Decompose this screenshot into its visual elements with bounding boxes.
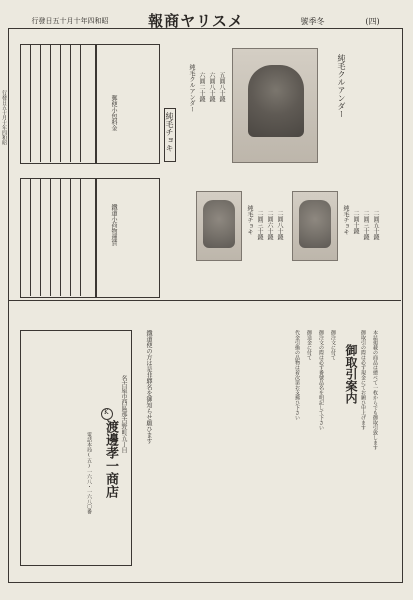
vest-image-frame-1 bbox=[196, 191, 242, 261]
vest-image-2 bbox=[299, 200, 331, 248]
product-1-price-2: 六圓八十錢 bbox=[208, 72, 215, 102]
left-table-4 bbox=[96, 178, 160, 298]
sweater-image-frame bbox=[232, 48, 318, 163]
notice-line-1: 本誌掲載の商品は總べて一枚からでも御取引致します bbox=[372, 330, 378, 450]
product-3-price-2: 二圓六十錢 bbox=[266, 210, 273, 240]
vest-label: 純毛チョキ bbox=[165, 112, 174, 152]
product-1-price-3: 五圓八十錢 bbox=[218, 72, 225, 102]
notice-title: 御取引案内 bbox=[344, 344, 358, 404]
product-3-price-3: 二圓八十錢 bbox=[276, 210, 283, 240]
notice-line-2: 御取引の際は必ず現金にてお願ひ申上げます bbox=[360, 330, 366, 430]
product-1-price-1: 六圓二十錢 bbox=[198, 72, 205, 102]
sweater-image bbox=[248, 65, 304, 137]
notice-line-3: 御注文に付て bbox=[330, 330, 336, 360]
notice-line-4: 御注文の際は必ず番號品名を明記して下さい bbox=[318, 330, 324, 430]
left-margin-text: 行發日五十月十年四和昭 bbox=[1, 90, 7, 145]
railway-note: 鐵道小荷物運賃 bbox=[110, 204, 117, 246]
divider-mid bbox=[8, 300, 401, 301]
product-3-name: 純毛チョキ bbox=[246, 205, 253, 235]
postal-note: 郵便小包料金 bbox=[110, 95, 117, 131]
product-3-price-1: 二圓三十錢 bbox=[256, 210, 263, 240]
company-name: 渡邊孝一商店 bbox=[103, 420, 118, 498]
vest-image-frame-2 bbox=[292, 191, 338, 261]
header-date: 行發日五十月十年四和昭 bbox=[31, 17, 109, 25]
seal-text: K bbox=[104, 409, 109, 416]
product-4-price-1: 二圓十錢 bbox=[352, 210, 359, 234]
header-page-label: 號季冬 bbox=[300, 17, 325, 26]
product-4-price-2: 二圓三十錢 bbox=[362, 210, 369, 240]
left-table-1 bbox=[20, 44, 96, 164]
header-title: 報商ヤリスメ bbox=[148, 12, 244, 30]
left-table-3 bbox=[96, 44, 160, 164]
company-phone: 電話本局(五)一六八・一六八〇番 bbox=[86, 432, 92, 514]
vest-image-1 bbox=[203, 200, 235, 248]
sweater-label: 純毛クルアンダー bbox=[337, 54, 346, 118]
page-number: (四) bbox=[365, 17, 380, 26]
product-4-name: 純毛チョキ bbox=[342, 205, 349, 235]
product-4-price-3: 二圓五十錢 bbox=[372, 210, 379, 240]
left-table-2 bbox=[20, 178, 96, 298]
company-address: 名古屋市西區那古野町五丁目 bbox=[120, 375, 127, 453]
notice-line-6: 代金引換の品物は着次第お支拂ひ下さい bbox=[294, 330, 300, 420]
railway-message: 鐡道便の方は是非驛名を御知らせ願ひます bbox=[145, 330, 152, 444]
notice-line-5: 御送金に付て bbox=[306, 330, 312, 360]
product-1-name: 純毛クルアンダー bbox=[188, 64, 195, 112]
